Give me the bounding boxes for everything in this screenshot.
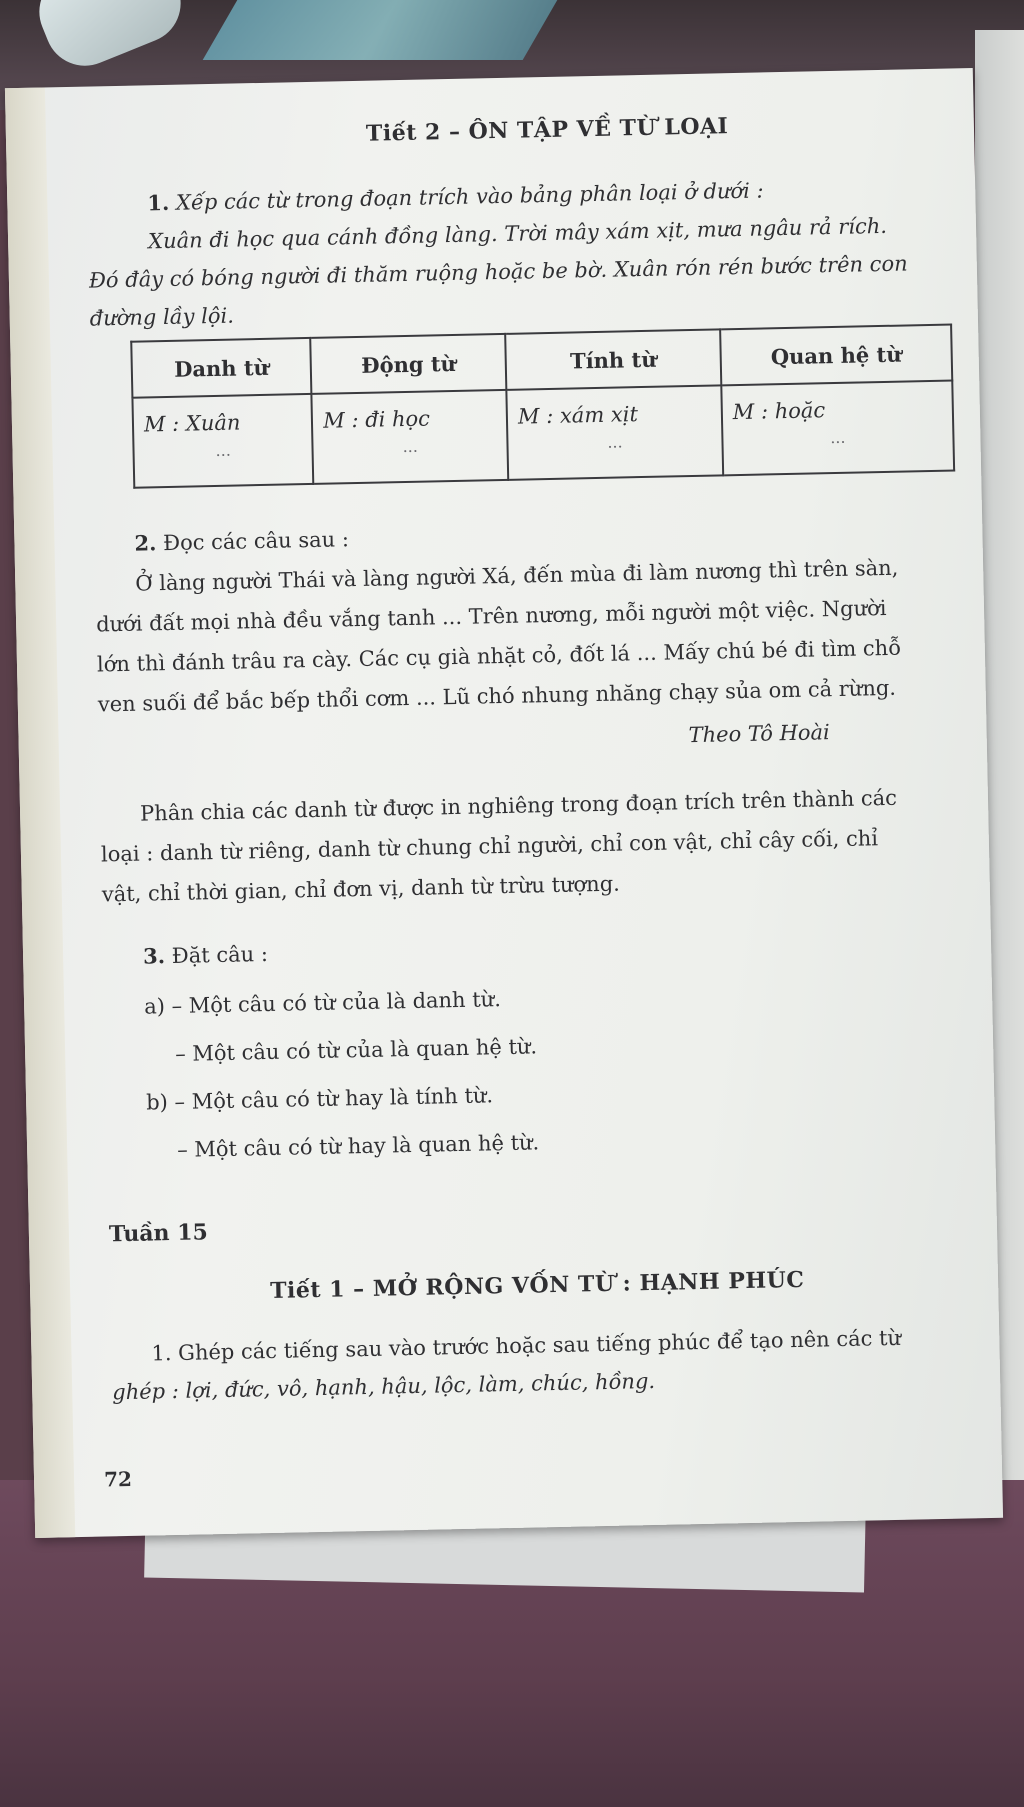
ex3-label: 3. bbox=[142, 943, 166, 969]
book-page bbox=[5, 68, 1003, 1538]
ex1-passage-line: Xuân đi học qua cánh đồng làng. Trời mây xám xịt, mưa ngâu rả rích. bbox=[147, 213, 888, 254]
ex2-label: 2. bbox=[134, 530, 157, 556]
header-quan-he-tu: Quan hệ từ bbox=[720, 325, 952, 386]
ex2-task-line: Phân chia các danh từ được in nghiêng trong đoạn trích trên thành các bbox=[139, 785, 898, 826]
table-cell bbox=[312, 390, 509, 484]
header-tinh-tu: Tính từ bbox=[505, 329, 721, 389]
ex2-task-line: loại : danh từ riêng, danh từ chung chỉ người, chỉ con vật, chỉ cây cối, chỉ bbox=[100, 826, 879, 867]
ex2-task-line: vật, chỉ thời gian, chỉ đơn vị, danh từ trừu tượng. bbox=[101, 871, 621, 907]
example-adjective: M : xám xịt bbox=[517, 402, 639, 429]
cell-filler: ... bbox=[607, 432, 623, 452]
ex2-heading bbox=[134, 526, 349, 556]
ex1-passage-line: đường lầy lội. bbox=[89, 303, 235, 331]
cell-filler: ... bbox=[215, 440, 232, 460]
ex1-label: 1. bbox=[147, 189, 170, 216]
ex1-instruction: Xếp các từ trong đoạn trích vào bảng phân loại ở dưới : bbox=[175, 178, 764, 215]
lesson2-ex1-line: ghép : lợi, đức, vô, hạnh, hậu, lộc, làm, chúc, hồng. bbox=[112, 1368, 656, 1405]
week-heading: Tuần 15 bbox=[108, 1219, 209, 1248]
ex2-passage-line: Ở làng người Thái và làng người Xá, đến mùa đi làm nương thì trên sàn, bbox=[135, 555, 899, 596]
ex3-item: a) – Một câu có từ của là danh từ. bbox=[143, 987, 502, 1019]
header-dong-tu: Động từ bbox=[311, 334, 507, 394]
table-row bbox=[132, 381, 954, 488]
lesson2-ex1-line: 1. Ghép các tiếng sau vào trước hoặc sau tiếng phúc để tạo nên các từ bbox=[151, 1325, 902, 1366]
lesson2-title: Tiết 1 – MỞ RỘNG VỐN TỪ : HẠNH PHÚC bbox=[269, 1266, 805, 1305]
ex1-passage-line: Đó đây có bóng người đi thăm ruộng hoặc be bờ. Xuân rón rén bước trên con bbox=[88, 251, 908, 293]
lesson-title: Tiết 2 – ÔN TẬP VỀ TỪ LOẠI bbox=[365, 113, 729, 147]
blue-cloth bbox=[203, 0, 558, 60]
ex2-passage-line: lớn thì đánh trâu ra cày. Các cụ già nhặt cỏ, đốt lá ... Mấy chú bé đi tìm chỗ bbox=[96, 635, 902, 677]
ex3-item: b) – Một câu có từ hay là tính từ. bbox=[145, 1083, 494, 1115]
table-cell bbox=[721, 381, 954, 476]
example-noun: M : Xuân bbox=[143, 410, 241, 437]
ex1-heading bbox=[147, 177, 764, 216]
page-number: 72 bbox=[103, 1466, 133, 1492]
word-class-table bbox=[130, 324, 955, 489]
ex3-item: – Một câu có từ hay là quan hệ từ. bbox=[176, 1130, 540, 1162]
example-relation-word: M : hoặc bbox=[732, 398, 826, 425]
page-spine bbox=[5, 87, 75, 1538]
ex3-instruction: Đặt câu : bbox=[171, 941, 269, 968]
table-cell bbox=[132, 394, 313, 488]
passage-source: Theo Tô Hoài bbox=[688, 720, 831, 748]
ex2-passage-line: dưới đất mọi nhà đều vắng tanh ... Trên nương, mỗi người một việc. Người bbox=[95, 595, 887, 637]
table-cell bbox=[506, 385, 723, 479]
header-danh-tu: Danh từ bbox=[131, 338, 311, 398]
cell-filler: ... bbox=[830, 427, 846, 448]
example-verb: M : đi học bbox=[322, 406, 431, 433]
ex2-passage-line: ven suối để bắc bếp thổi cơm ... Lũ chó nhung nhăng chạy sủa om cả rừng. bbox=[97, 675, 897, 717]
ex2-instruction: Đọc các câu sau : bbox=[162, 527, 350, 556]
cell-filler: ... bbox=[402, 436, 419, 457]
ex3-heading bbox=[143, 941, 268, 970]
ex3-item: – Một câu có từ của là quan hệ từ. bbox=[174, 1034, 538, 1066]
